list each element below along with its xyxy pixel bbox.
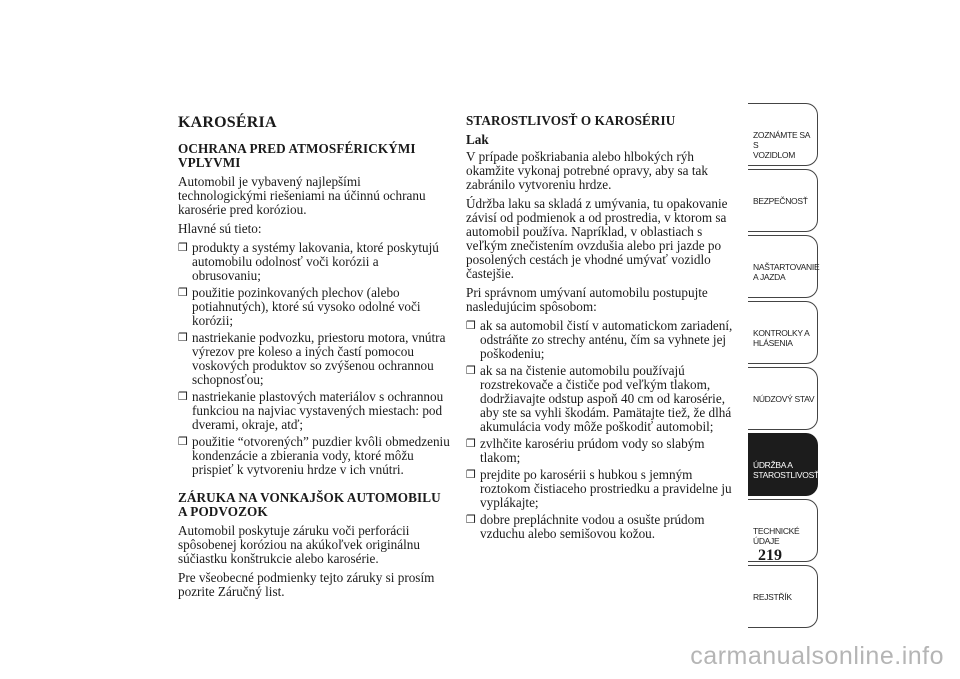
left-column xyxy=(178,112,450,604)
checkbox-bullet-icon: ❒ xyxy=(178,286,188,299)
paragraph: Automobil je vybavený najlepšími technologickými riešeniami na účinnú ochranu karosérie pred koróziou. xyxy=(178,174,426,217)
checkbox-bullet-icon: ❒ xyxy=(466,319,476,332)
list-item: ❒ zvlhčite karosériu prúdom vody so slabým tlakom; xyxy=(466,436,705,465)
paragraph: Pri správnom umývaní automobilu postupujte nasledujúcim spôsobom: xyxy=(466,285,708,314)
checkbox-bullet-icon: ❒ xyxy=(178,331,188,344)
checkbox-bullet-icon: ❒ xyxy=(178,241,188,254)
tab-index[interactable]: REJSTŘÍK xyxy=(748,565,818,628)
list-item: ❒ ak sa automobil čistí v automatickom zariadení, odstráňte zo strechy anténu, čím sa vyhnete jej poškodeniu; xyxy=(466,318,733,361)
list-item: ❒ dobre prepláchnite vodou a osušte prúdom vzduchu alebo semišovou kožou. xyxy=(466,512,705,541)
list-item: ❒ produkty a systémy lakovania, ktoré poskytujú automobilu odolnosť voči korózii a obrusovaniu; xyxy=(178,240,439,283)
bullet-list-washing xyxy=(466,319,738,541)
tab-warning-lights[interactable]: KONTROLKY A HLÁSENIA xyxy=(748,301,818,364)
list-item: ❒ nastriekanie plastových materiálov s ochrannou funkciou na najviac vystavených miestach: pod dverami, okraje, atď; xyxy=(178,389,444,432)
list-item: ❒ prejdite po karosérii s hubkou s jemným roztokom čistiaceho prostriedku a pravidelne ju vyplákajte; xyxy=(466,467,732,510)
paragraph: Hlavné sú tieto: xyxy=(178,221,262,236)
checkbox-bullet-icon: ❒ xyxy=(178,435,188,448)
section-heading-protection: OCHRANA PRED ATMOSFÉRICKÝMI VPLYVMI xyxy=(178,141,416,170)
section-heading-care: STAROSTLIVOSŤ O KAROSÉRIU xyxy=(466,113,676,128)
tab-getting-to-know[interactable]: ZOZNÁMTE SA S VOZIDLOM xyxy=(748,103,818,166)
list-item: ❒ ak sa na čistenie automobilu používajú rozstrekovače a čističe pod veľkým tlakom, dodržiavajte odstup aspoň 40 cm od karosérie, aby ste sa vyhli škodám. Pamätajte tiež, že dlhá akumulácia vody môže poškodiť automobil; xyxy=(466,363,732,434)
chapter-title: KAROSÉRIA xyxy=(178,114,277,131)
paragraph: Údržba laku sa skladá z umývania, tu opakovanie závisí od podmienok a od prostredia, v ktorom sa automobil používa. Napríklad, v oblastiach s veľkým znečistením ovzdušia alebo pri jazde po posolených cestách je vhodné umývať vozidlo častejšie. xyxy=(466,196,728,281)
right-column xyxy=(466,112,738,549)
tab-safety[interactable]: BEZPEČNOSŤ xyxy=(748,169,818,232)
bullet-list-protection xyxy=(178,241,450,477)
list-item: ❒ nastriekanie podvozku, priestoru motora, vnútra výrezov pre koleso a iných častí pomocou voskových produktov so zvýšenou ochrannou schopnosťou; xyxy=(178,330,446,387)
tab-emergency[interactable]: NÚDZOVÝ STAV xyxy=(748,367,818,430)
tab-maintenance-care[interactable]: ÚDRŽBA A STAROSTLIVOSŤ xyxy=(748,433,818,496)
list-item: ❒ použitie “otvorených” puzdier kvôli obmedzeniu kondenzácie a zbierania vody, ktoré môžu prispieť k vytvoreniu hrdze v ich vnútri. xyxy=(178,434,450,477)
checkbox-bullet-icon: ❒ xyxy=(466,437,476,450)
checkbox-bullet-icon: ❒ xyxy=(466,364,476,377)
paragraph: V prípade poškriabania alebo hlbokých rýh okamžite vykonaj potrebné opravy, aby sa tak zabránilo vytvoreniu hrdze. xyxy=(466,149,708,192)
checkbox-bullet-icon: ❒ xyxy=(466,468,476,481)
paragraph: Pre všeobecné podmienky tejto záruky si prosím pozrite Záručný list. xyxy=(178,570,435,599)
checkbox-bullet-icon: ❒ xyxy=(466,513,476,526)
section-heading-warranty: ZÁRUKA NA VONKAJŠOK AUTOMOBILU A PODVOZOK xyxy=(178,490,441,519)
page-number: 219 xyxy=(758,547,782,564)
tab-starting-driving[interactable]: NAŠTARTOVANIE A JAZDA xyxy=(748,235,818,298)
checkbox-bullet-icon: ❒ xyxy=(178,390,188,403)
paragraph: Automobil poskytuje záruku voči perforácii spôsobenej koróziou na akúkoľvek originálnu súčiastku konštrukcie alebo karosérie. xyxy=(178,523,420,566)
list-item: ❒ použitie pozinkovaných plechov (alebo potiahnutých), ktoré sú vysoko odolné voči korózii; xyxy=(178,285,421,328)
watermark: carmanualsonline.info xyxy=(690,642,944,670)
subheading-paint: Lak xyxy=(466,132,489,147)
tab-technical-data[interactable]: TECHNICKÉ ÚDAJE xyxy=(748,499,818,562)
